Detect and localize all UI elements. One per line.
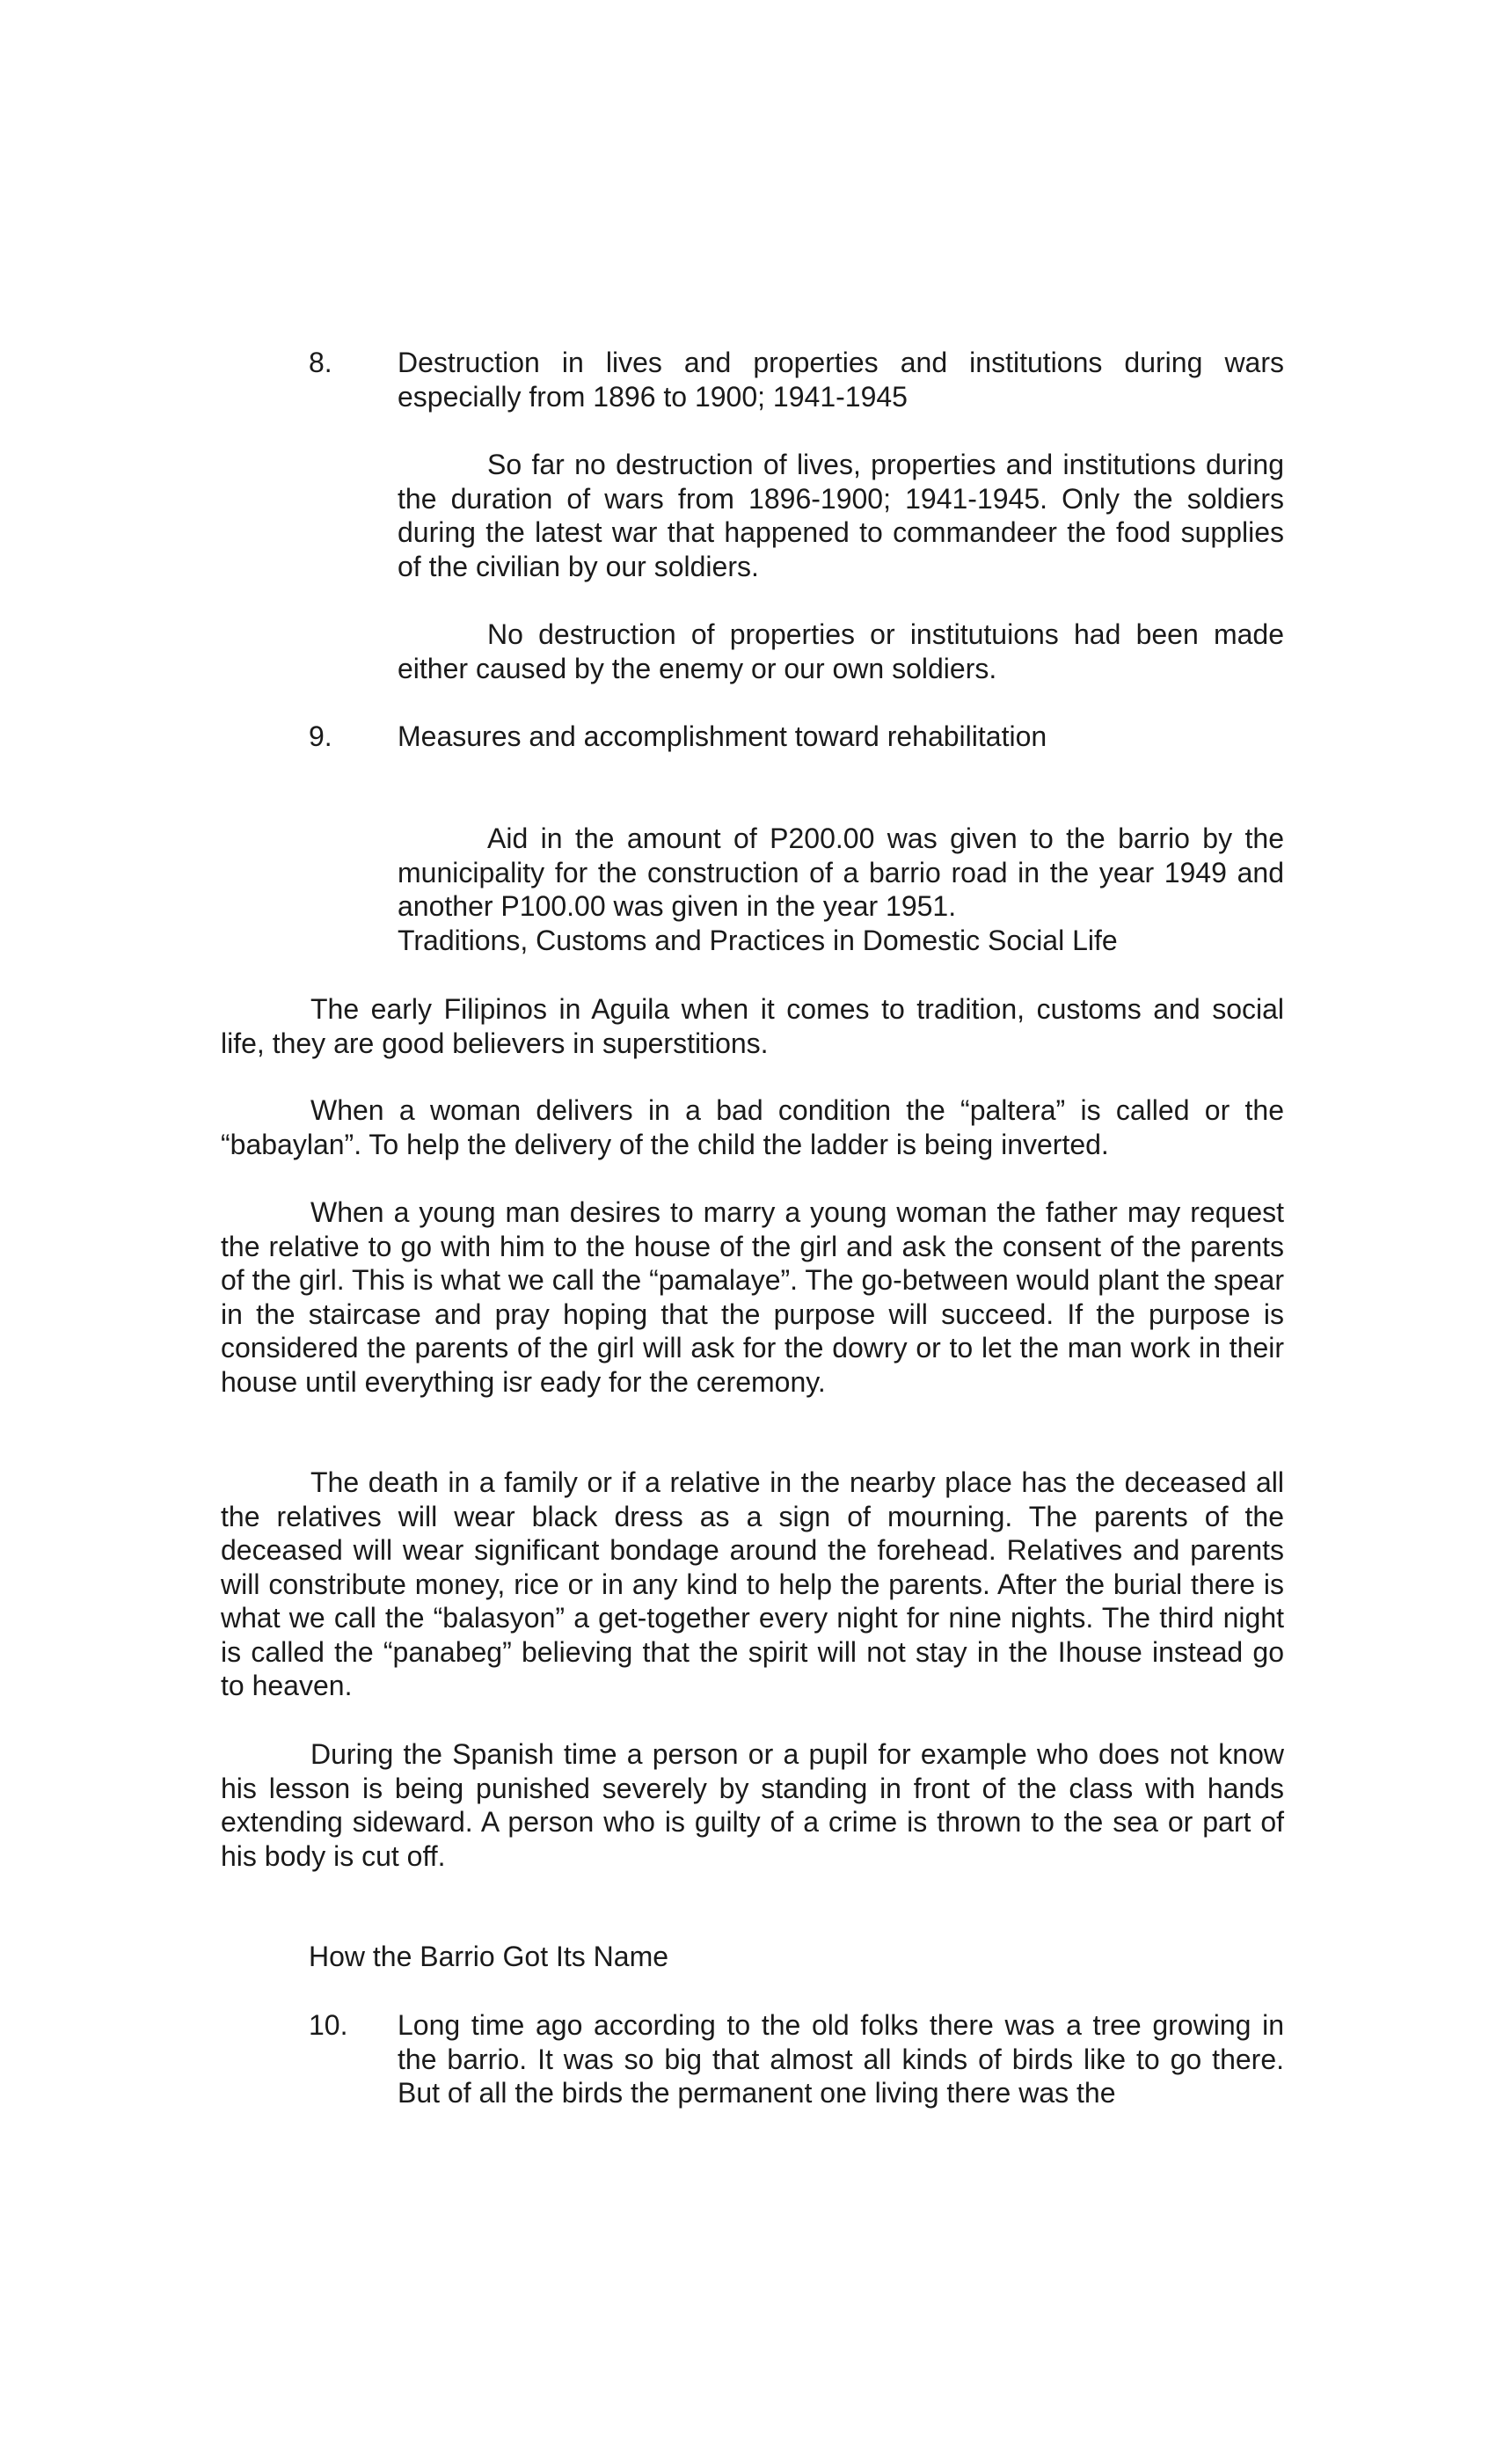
item-number-10: 10. [309,2009,348,2041]
item-10-paragraph: Long time ago according to the old folks there was a tree growing in the barrio. It was so big that almost all kinds of birds like to go there. But of all the birds the permanent one living there was the [398,2009,1284,2109]
item-8-paragraph-1: So far no destruction of lives, properties and institutions during the duration of wars from 1896-1900; 1941-1945. Only the soldiers during the latest war that happened to commandeer the food supplies of the civilian by our soldiers. [398,449,1284,582]
item-8-heading: Destruction in lives and properties and institutions during wars especially from 1896 to 1900; 1941-1945 [398,347,1284,413]
item-number-8: 8. [309,347,332,378]
traditions-paragraph-1: The early Filipinos in Aguila when it comes to tradition, customs and social life, they are good believers in superstitions. [221,993,1284,1059]
item-8-paragraph-2: No destruction of properties or institutuions had been made either caused by the enemy or our own soldiers. [398,618,1284,684]
traditions-paragraph-2: When a woman delivers in a bad condition the “paltera” is called or the “babaylan”. To help the delivery of the child the ladder is being inverted. [221,1094,1284,1160]
traditions-paragraph-3: When a young man desires to marry a young woman the father may request the relative to go with him to the house of the girl and ask the consent of the parents of the girl. This is what we call the “pamalaye”. The go-between would plant the spear in the staircase and pray hoping that the purpose will succeed. If the purpose is considered the parents of the girl will ask for the dowry or to let the man work in their house until everything isr eady for the ceremony. [221,1196,1284,1398]
traditions-paragraph-4: The death in a family or if a relative in the nearby place has the deceased all the relatives will wear black dress as a sign of mourning. The parents of the deceased will wear significant bondage around the forehead. Relatives and parents will constribute money, rice or in any kind to help the parents. After the burial there is what we call the “balasyon” a get-together every night for nine nights. The third night is called the “panabeg” believing that the spirit will not stay in the Ihouse instead go to heaven. [221,1466,1284,1701]
item-number-9: 9. [309,720,332,752]
barrio-name-heading: How the Barrio Got Its Name [309,1941,669,1972]
item-9-heading: Measures and accomplishment toward rehabilitation [398,720,1047,752]
traditions-heading: Traditions, Customs and Practices in Domestic Social Life [398,925,1118,956]
item-9-paragraph-1: Aid in the amount of P200.00 was given to the barrio by the municipality for the construction of a barrio road in the year 1949 and another P100.00 was given in the year 1951. [398,823,1284,922]
traditions-paragraph-5: During the Spanish time a person or a pupil for example who does not know his lesson is being punished severely by standing in front of the class with hands extending sideward. A person who is guilty of a crime is thrown to the sea or part of his body is cut off. [221,1738,1284,1872]
